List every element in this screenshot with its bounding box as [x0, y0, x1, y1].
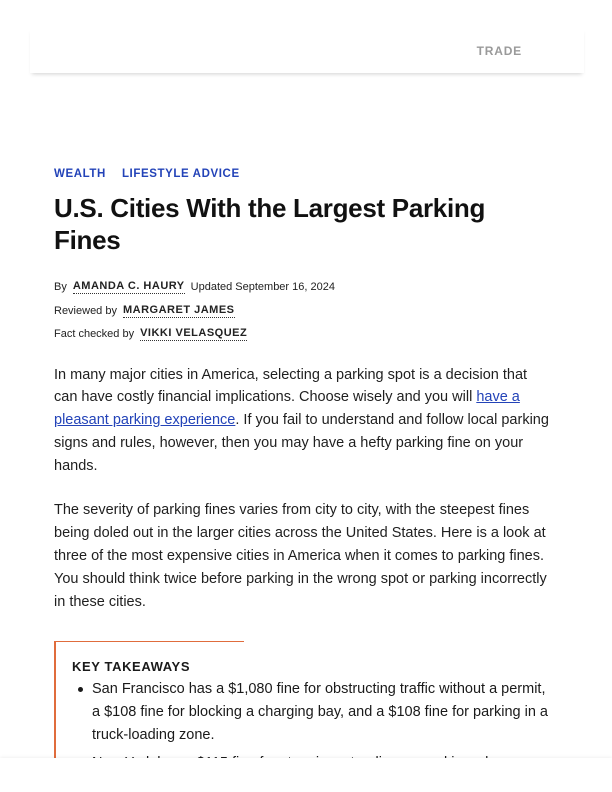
- byline: [54, 278, 554, 349]
- reviewer-link[interactable]: MARGARET JAMES: [122, 303, 235, 316]
- byline-author-row: [54, 278, 554, 302]
- second-paragraph: The severity of parking fines varies from city to city, with the steepest fines being doled out in the larger cities across the United States. Here is a look at three of the most expensive cities in America when it comes to parking fines. You should think twice before parking in the wrong spot or parking incorrectly in these cities.: [54, 502, 547, 610]
- key-takeaways-title: KEY TAKEAWAYS: [72, 659, 191, 675]
- byline-factcheck-row: [54, 325, 554, 349]
- updated-date: Updated September 16, 2024: [190, 281, 335, 293]
- intro-text-before-link: In many major cities in America, selecting a parking spot is a decision that can have costly financial implications. Choose wisely and you will: [54, 366, 528, 406]
- pleasant-parking-link[interactable]: have a pleasant parking experience: [54, 389, 520, 429]
- by-prefix: By: [54, 281, 67, 293]
- factchecker-link[interactable]: VIKKI VELASQUEZ: [140, 327, 248, 339]
- trade-nav-link[interactable]: TRADE: [476, 44, 522, 58]
- bottom-bar: [0, 758, 612, 792]
- byline-reviewer-row: [54, 302, 554, 326]
- site-header: [30, 28, 584, 73]
- breadcrumb: [54, 168, 554, 180]
- breadcrumb-wealth[interactable]: WEALTH: [54, 168, 106, 180]
- takeaway-item: San Francisco has a $1,080 fine for obstructing traffic without a permit, a $108 fine for blocking a charging bay, and a $108 fine for parking in a truck-loading zone.: [92, 678, 550, 746]
- intro-paragraph: [54, 364, 554, 478]
- article-title: U.S. Cities With the Largest Parking Fines: [54, 193, 486, 255]
- reviewed-prefix: Reviewed by: [54, 304, 117, 317]
- breadcrumb-lifestyle-advice[interactable]: LIFESTYLE ADVICE: [121, 168, 240, 180]
- factcheck-prefix: Fact checked by: [54, 328, 135, 340]
- author-link[interactable]: AMANDA C. HAURY: [72, 280, 185, 292]
- article: [54, 168, 554, 792]
- intro-text-after-link: . If you fail to understand and follow local parking signs and rules, however, then you may have a hefty parking fine on your hands.: [54, 412, 549, 474]
